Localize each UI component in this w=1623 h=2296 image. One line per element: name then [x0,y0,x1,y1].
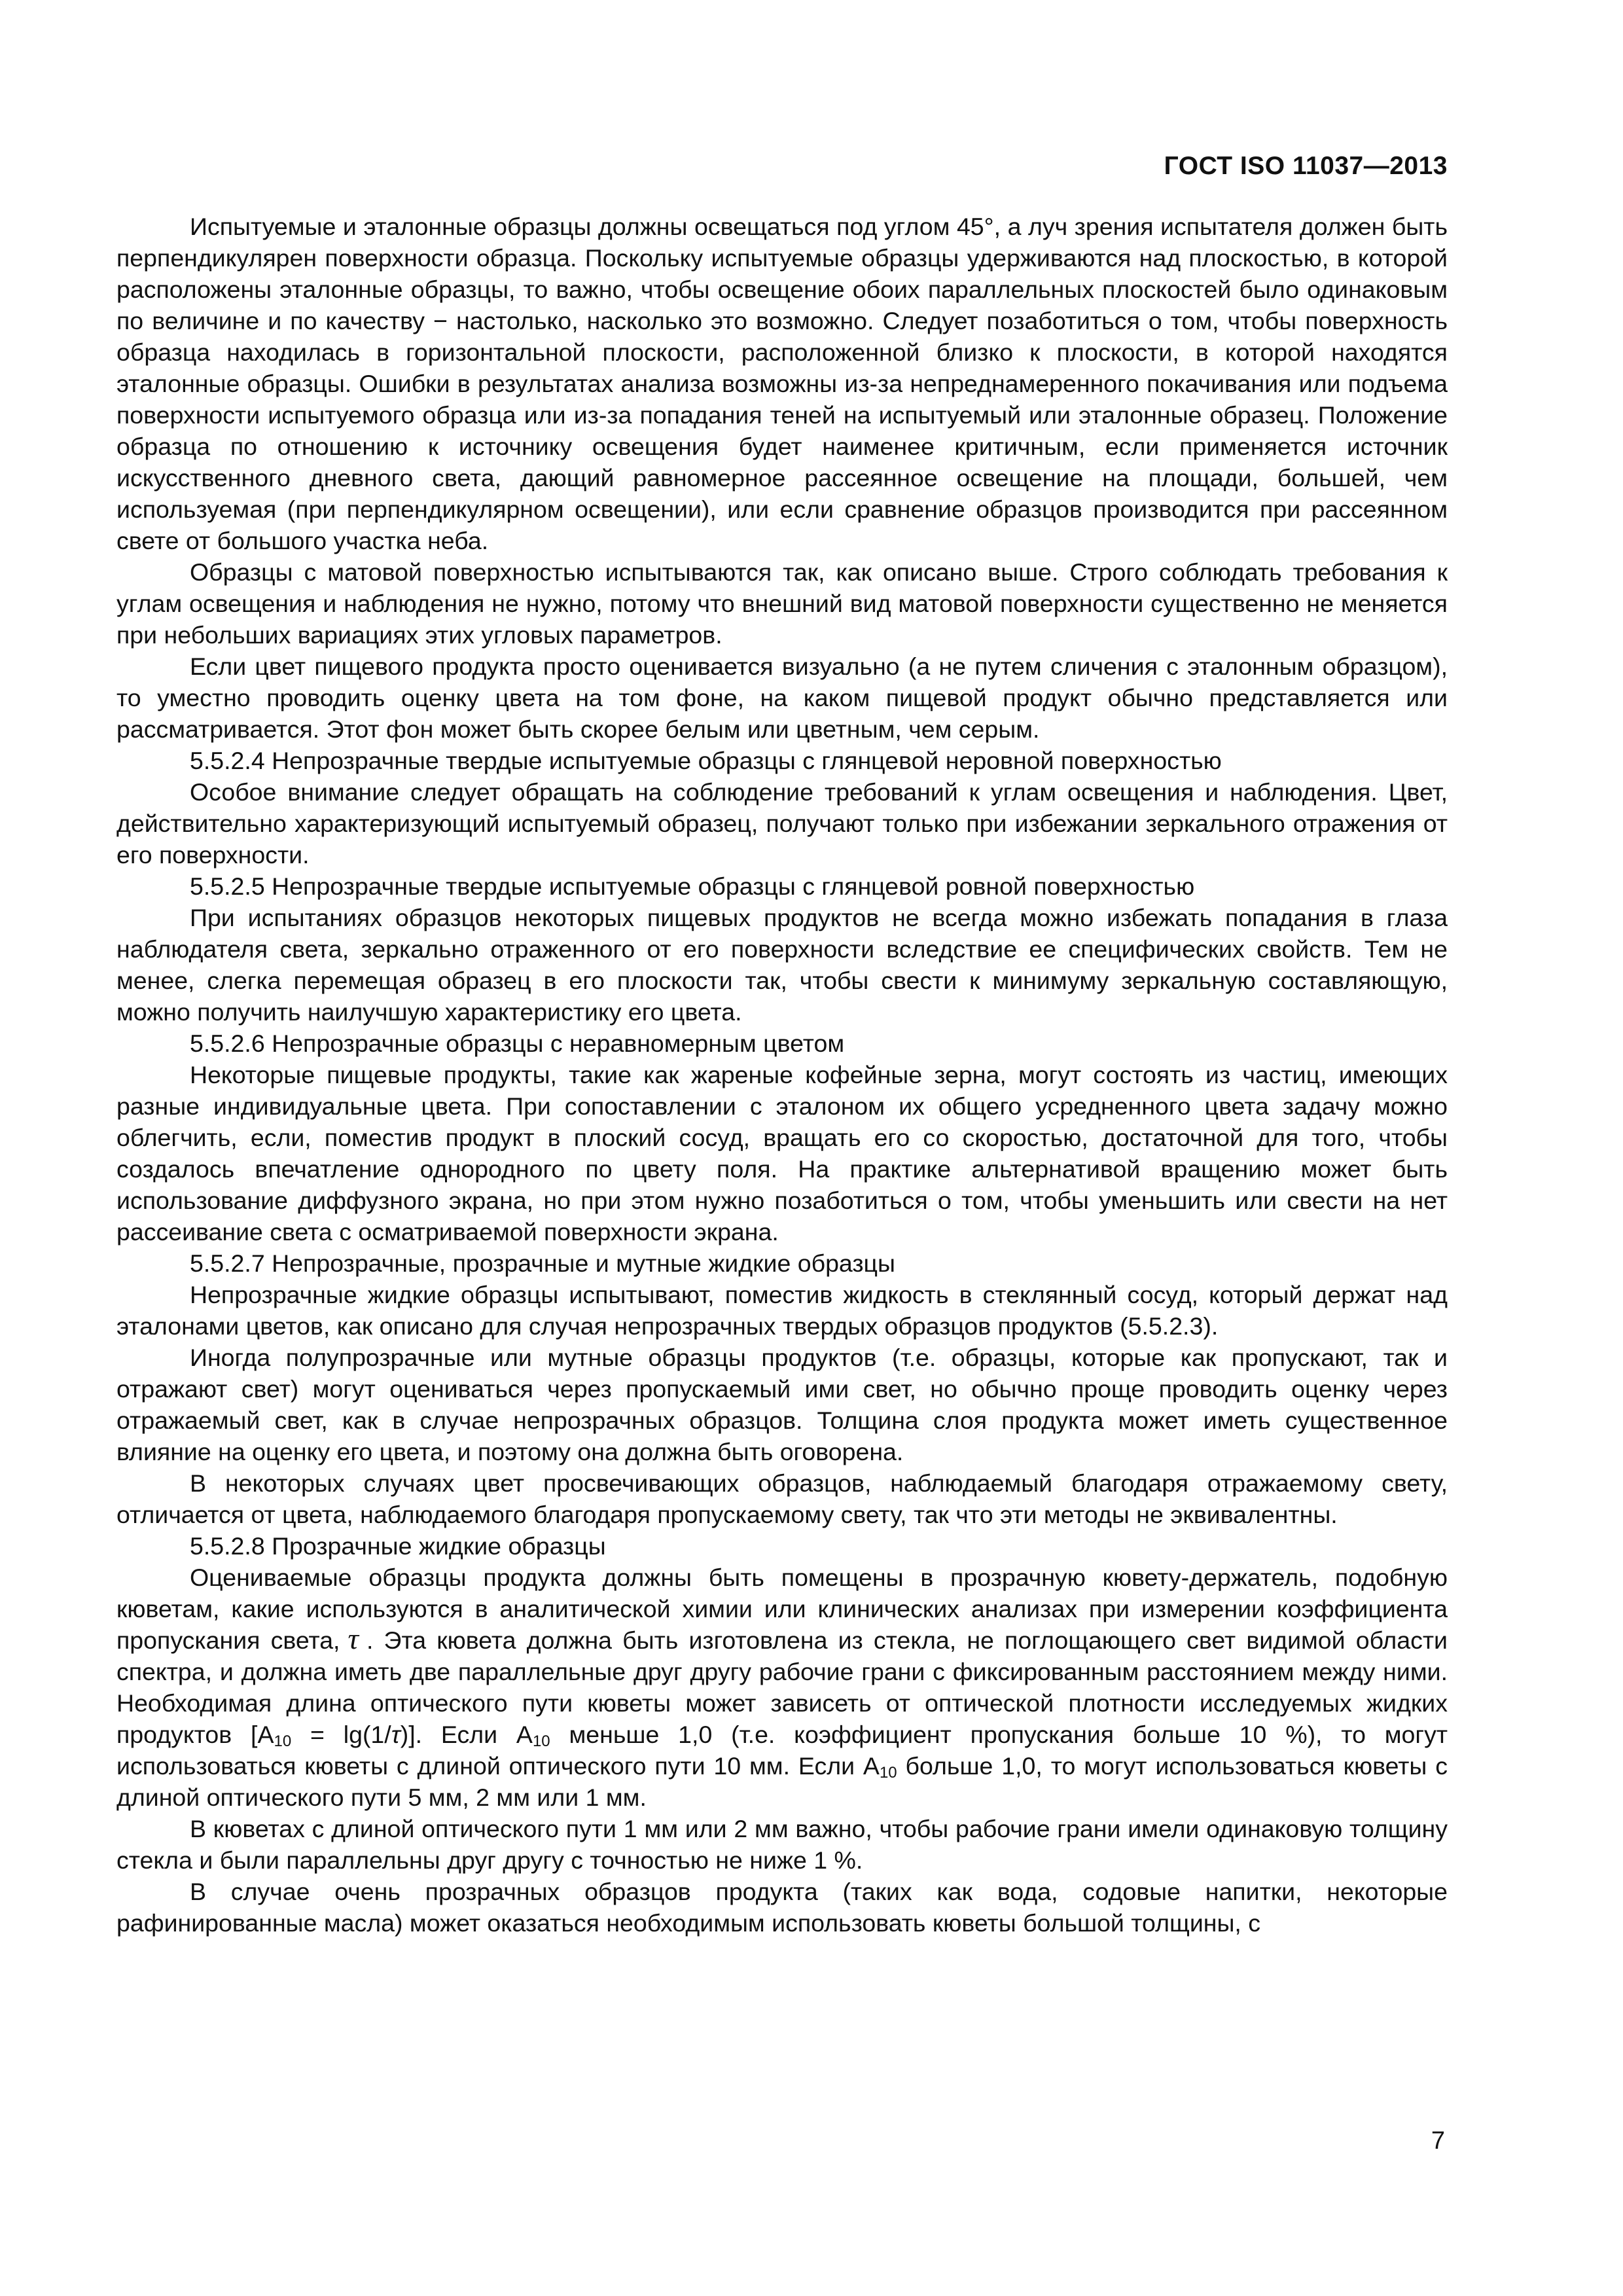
paragraph: Образцы с матовой поверхностью испытываются так, как описано выше. Строго соблюдать требования к углам освещения и наблюдения не нужно, потому что внешний вид матовой поверхности существенно не меняется при небольших вариациях этих угловых параметров. [116,558,1448,649]
subscript: 10 [532,1732,550,1750]
section-heading: 5.5.2.4 Непрозрачные твердые испытуемые образцы с глянцевой неровной поверхностью [190,747,1222,774]
paragraph: Иногда полупрозрачные или мутные образцы продуктов (т.е. образцы, которые как пропускают, так и отражают свет) могут оцениваться через пропускаемый ими свет, но обычно проще проводить оценку через отражаемый свет, как в случае непрозрачных образцов. Толщина слоя продукта может иметь существенное влияние на оценку его цвета, и поэтому она должна быть оговорена. [116,1344,1448,1465]
section-heading: 5.5.2.7 Непрозрачные, прозрачные и мутные жидкие образцы [190,1249,895,1277]
page-number: 7 [1431,2127,1445,2155]
subscript: 10 [879,1764,897,1782]
paragraph: В некоторых случаях цвет просвечивающих образцов, наблюдаемый благодаря отражаемому свету, отличается от цвета, наблюдаемого благодаря пропускаемому свету, так что эти методы не эквивалентны. [116,1469,1448,1528]
section-heading: 5.5.2.6 Непрозрачные образцы с неравномерным цветом [190,1030,845,1057]
text-run: Оцениваемые образцы продукта должны быть помещены в прозрачную кювету-держатель, подобную кюветам, какие используются в аналитической химии или клинических анализах при измерении коэффициента пропускания света, [116,1564,1448,1654]
paragraph: В кюветах с длиной оптического пути 1 мм или 2 мм важно, чтобы рабочие грани имели одинаковую толщину стекла и были параллельны друг другу с точностью не ниже 1 %. [116,1815,1448,1874]
paragraph: Особое внимание следует обращать на соблюдение требований к углам освещения и наблюдения. Цвет, действительно характеризующий испытуемый образец, получают только при избежании зеркального отражения от его поверхности. [116,778,1448,869]
cuvette-paragraph [116,1562,1448,1813]
paragraph: Некоторые пищевые продукты, такие как жареные кофейные зерна, могут состоять из частиц, имеющих разные индивидуальные цвета. При сопоставлении с эталоном их общего усредненного цвета задачу можно облегчить, если, поместив продукт в плоский сосуд, вращать его со скоростью, достаточной для того, чтобы создалось впечатление однородного по цвету поля. На практике альтернативой вращению может быть использование диффузного экрана, но при этом нужно позаботиться о том, чтобы уменьшить или свести на нет рассеивание света с осматриваемой поверхности экрана. [116,1061,1448,1246]
section-heading: 5.5.2.8 Прозрачные жидкие образцы [190,1532,606,1560]
paragraph: Если цвет пищевого продукта просто оценивается визуально (а не путем сличения с эталонным образцом), то уместно проводить оценку цвета на том фоне, на каком пищевой продукт обычно представляется или рассматривается. Этот фон может быть скорее белым или цветным, чем серым. [116,653,1448,743]
paragraph: Непрозрачные жидкие образцы испытывают, поместив жидкость в стеклянный сосуд, который держат над эталонами цветов, как описано для случая непрозрачных твердых образцов продуктов (5.5.2.3). [116,1281,1448,1340]
tau-italic: τ [391,1721,401,1748]
paragraph: Испытуемые и эталонные образцы должны освещаться под углом 45°, а луч зрения испытателя должен быть перпендикулярен поверхности образца. Поскольку испытуемые образцы удерживаются над плоскостью, в которой расположены эталонные образцы, то важно, чтобы освещение обоих параллельных плоскостей было одинаковым по величине и по качеству − настолько, насколько это возможно. Следует позаботиться о том, чтобы поверхность образца находилась в горизонтальной плоскости, расположенной близко к плоскости, в которой находятся эталонные образцы. Ошибки в результатах анализа возможны из-за непреднамеренного покачивания или подъема поверхности испытуемого образца или из-за попадания теней на испытуемый или эталонные образец. Положение образца по отношению к источнику освещения будет наименее критичным, если применяется источник искусственного дневного света, дающий равномерное рассеянное освещение на площади, большей, чем используемая (при перпендикулярном освещении), или если сравнение образцов производится при рассеянном свете от большого участка неба. [116,213,1448,554]
page-body [116,211,1448,1939]
tau-symbol: τ [348,1622,359,1655]
text-run: )]. Если A [400,1721,533,1748]
text-run: больше 1,0, то могут использоваться кюветы с длиной оптического пути 5 мм, 2 мм или 1 мм. [116,1752,1448,1811]
subscript: 10 [274,1732,292,1750]
text-run: = lg(1/ [291,1721,391,1748]
text-run: . Эта кювета должна быть изготовлена из стекла, не поглощающего свет видимой области спектра, и должна иметь две параллельные друг другу рабочие грани с фиксированным расстоянием между ними. Необходимая длина оптического пути кюветы может зависеть от оптической плотности исследуемых жидких продуктов [A [116,1626,1448,1748]
paragraph: В случае очень прозрачных образцов продукта (таких как вода, содовые напитки, некоторые рафинированные масла) может оказаться необходимым использовать кюветы большой толщины, с [116,1878,1448,1937]
text-run: меньше 1,0 (т.е. коэффициент пропускания больше 10 %), то могут использоваться кюветы с длиной оптического пути 10 мм. Если A [116,1721,1448,1780]
section-heading: 5.5.2.5 Непрозрачные твердые испытуемые образцы с глянцевой ровной поверхностью [190,872,1195,900]
document-code: ГОСТ ISO 11037—2013 [1164,152,1448,180]
paragraph: При испытаниях образцов некоторых пищевых продуктов не всегда можно избежать попадания в глаза наблюдателя света, зеркально отраженного от его поверхности вследствие ее специфических свойств. Тем не менее, слегка перемещая образец в его плоскости так, чтобы свести к минимуму зеркальную составляющую, можно получить наилучшую характеристику его цвета. [116,904,1448,1026]
